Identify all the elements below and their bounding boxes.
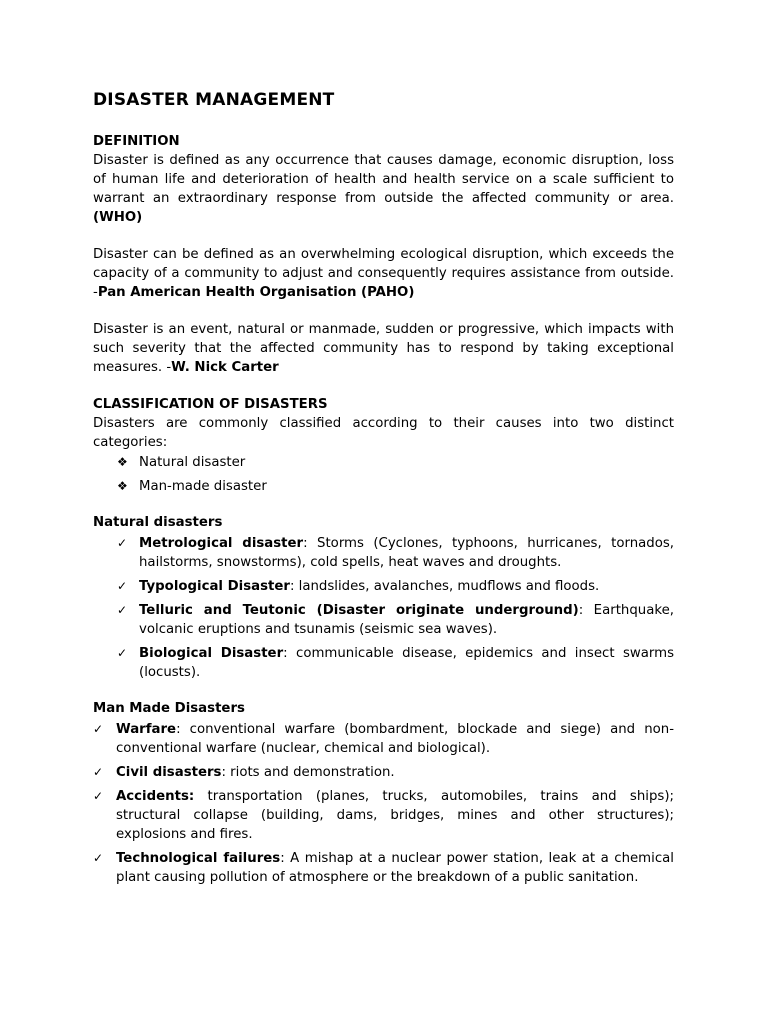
- classification-item-label: Natural disaster: [139, 455, 246, 470]
- item-text: transportation (planes, trucks, automobiles, trains and ships); structural collapse (building, dams, bridges, mines and other structures); explosions and fires.: [116, 789, 674, 842]
- classification-item-label: Man-made disaster: [139, 479, 267, 494]
- classification-list: [93, 453, 674, 496]
- item-term: Biological Disaster: [139, 646, 284, 661]
- item-term: Metrological disaster: [139, 536, 304, 551]
- definition-paragraph-who: [93, 151, 674, 227]
- checkmark-icon: ✓: [93, 789, 104, 803]
- definition-text-who: Disaster is defined as any occurrence that causes damage, economic disruption, loss of human life and deterioration of health and health service on a scale sufficient to warrant an extraordinary response from outside the affected community or area.: [93, 153, 674, 206]
- item-term: Telluric and Teutonic (Disaster originate underground): [139, 603, 579, 618]
- item-term: Warfare: [116, 722, 177, 737]
- item-text: : riots and demonstration.: [221, 765, 395, 780]
- definition-heading: DEFINITION: [93, 134, 180, 149]
- source-paho: Pan American Health Organisation (PAHO): [97, 285, 415, 300]
- list-item: [93, 720, 674, 758]
- item-term: Technological failures: [116, 851, 281, 866]
- checkmark-icon: ✓: [93, 722, 104, 736]
- list-item: [117, 644, 674, 682]
- list-item: [93, 763, 674, 782]
- item-text: : landslides, avalanches, mudflows and floods.: [289, 579, 600, 594]
- definition-text-paho: Disaster can be defined as an overwhelming ecological disruption, which exceeds the capacity of a community to adjust and consequently requires assistance from outside. -: [93, 247, 674, 300]
- item-term: Civil disasters: [116, 765, 222, 780]
- list-item: [93, 787, 674, 844]
- checkmark-icon: ✓: [117, 603, 128, 617]
- classification-heading: CLASSIFICATION OF DISASTERS: [93, 397, 328, 412]
- classification-intro: Disasters are commonly classified according to their causes into two distinct categories:: [93, 416, 674, 450]
- diamond-bullet-icon: ❖: [117, 455, 128, 469]
- document-page: [93, 88, 674, 892]
- list-item: [117, 577, 674, 596]
- definition-text-carter: Disaster is an event, natural or manmade, sudden or progressive, which impacts with such severity that the affected community has to respond by taking exceptional measures. -: [93, 322, 674, 375]
- checkmark-icon: ✓: [117, 536, 128, 550]
- item-term: Typological Disaster: [139, 579, 290, 594]
- manmade-disasters-list: [93, 720, 674, 887]
- item-text: : Earthquake, volcanic eruptions and tsunamis (seismic sea waves).: [139, 603, 674, 637]
- item-term: Accidents:: [116, 789, 195, 804]
- list-item: [117, 477, 674, 496]
- checkmark-icon: ✓: [93, 765, 104, 779]
- item-text: : communicable disease, epidemics and insect swarms (locusts).: [139, 646, 675, 680]
- source-carter: W. Nick Carter: [171, 360, 279, 375]
- item-text: : A mishap at a nuclear power station, leak at a chemical plant causing pollution of atmosphere or the breakdown of a public sanitation.: [116, 851, 674, 885]
- diamond-bullet-icon: ❖: [117, 479, 128, 493]
- natural-disasters-list: [93, 534, 674, 682]
- item-text: : conventional warfare (bombardment, blockade and siege) and non-conventional warfare (nuclear, chemical and biological).: [116, 722, 674, 756]
- list-item: [117, 601, 674, 639]
- checkmark-icon: ✓: [93, 851, 104, 865]
- checkmark-icon: ✓: [117, 579, 128, 593]
- definition-paragraph-carter: [93, 320, 674, 377]
- source-who: (WHO): [93, 210, 143, 225]
- list-item: [117, 534, 674, 572]
- manmade-disasters-heading: Man Made Disasters: [93, 701, 245, 716]
- natural-disasters-heading: Natural disasters: [93, 515, 223, 530]
- list-item: [93, 849, 674, 887]
- definition-paragraph-paho: [93, 245, 674, 302]
- checkmark-icon: ✓: [117, 646, 128, 660]
- item-text: : Storms (Cyclones, typhoons, hurricanes, tornados, hailstorms, snowstorms), cold spells, heat waves and droughts.: [139, 536, 675, 570]
- document-title: DISASTER MANAGEMENT: [93, 90, 335, 110]
- list-item: [117, 453, 674, 472]
